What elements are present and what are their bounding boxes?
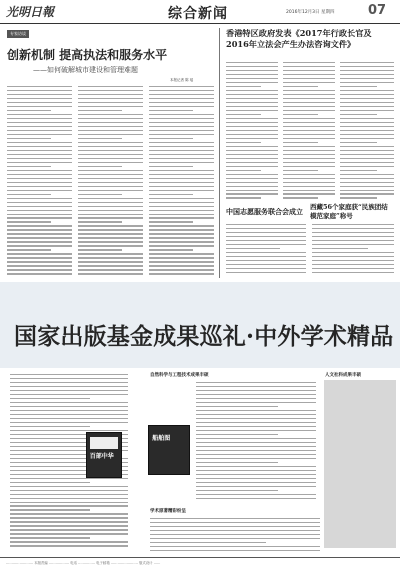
hk-column-3 [340, 62, 394, 201]
science-article [196, 382, 316, 502]
masthead [0, 0, 400, 24]
book-photo [324, 380, 396, 548]
page-footer [0, 557, 400, 567]
hk-headline: 香港特区政府发表《2017年行政长官及2016年立法会产生办法咨询文件》 [226, 28, 372, 49]
book-cover-title: 百部中华 [89, 452, 114, 460]
article-byline: 本报记者 陈 瑶 [170, 78, 194, 82]
book-cover-1 [86, 432, 122, 478]
article-subhead: ——如何破解城市建设和管理难题 [33, 66, 138, 74]
science-subhead: 自然科学与工程技术成果丰硕 [150, 373, 209, 378]
issue-date: 2016年12月3日 星期四 [286, 10, 335, 15]
academic-article [150, 518, 320, 554]
page-number: 07 [368, 3, 387, 18]
newspaper-logo: 光明日報 [6, 5, 55, 19]
academic-subhead: 学术原著精彩纷呈 [150, 509, 186, 514]
feature-title: 国家出版基金成果巡礼·中外学术精品 [14, 323, 394, 350]
section-title: 综合新闻 [168, 6, 228, 22]
hk-column-2 [283, 62, 335, 201]
footer-text: …………………… 本版责编 ……………… 电话 …………… 电子邮箱 …………………… 版式设计 …… [6, 561, 161, 565]
article-column-2 [78, 86, 143, 277]
tibet-headline: 西藏56个家庭获“民族团结模范家庭”称号 [310, 203, 388, 220]
section-tag: 专家访谈 [7, 30, 29, 38]
article-column-1 [7, 86, 72, 277]
humanities-subhead: 人文社科成果丰硕 [325, 373, 361, 378]
volunteer-article [226, 224, 306, 276]
column-divider [219, 28, 220, 278]
article-column-3 [149, 86, 214, 277]
article-headline: 创新机制 提高执法和服务水平 [7, 48, 168, 62]
book-cover-band [90, 437, 119, 448]
book-cover-2 [148, 425, 190, 475]
volunteer-headline: 中国志愿服务联合会成立 [226, 207, 303, 216]
hk-column-1 [226, 62, 278, 201]
tibet-article [312, 224, 394, 276]
book-cover-title: 船舶图 [152, 434, 171, 442]
